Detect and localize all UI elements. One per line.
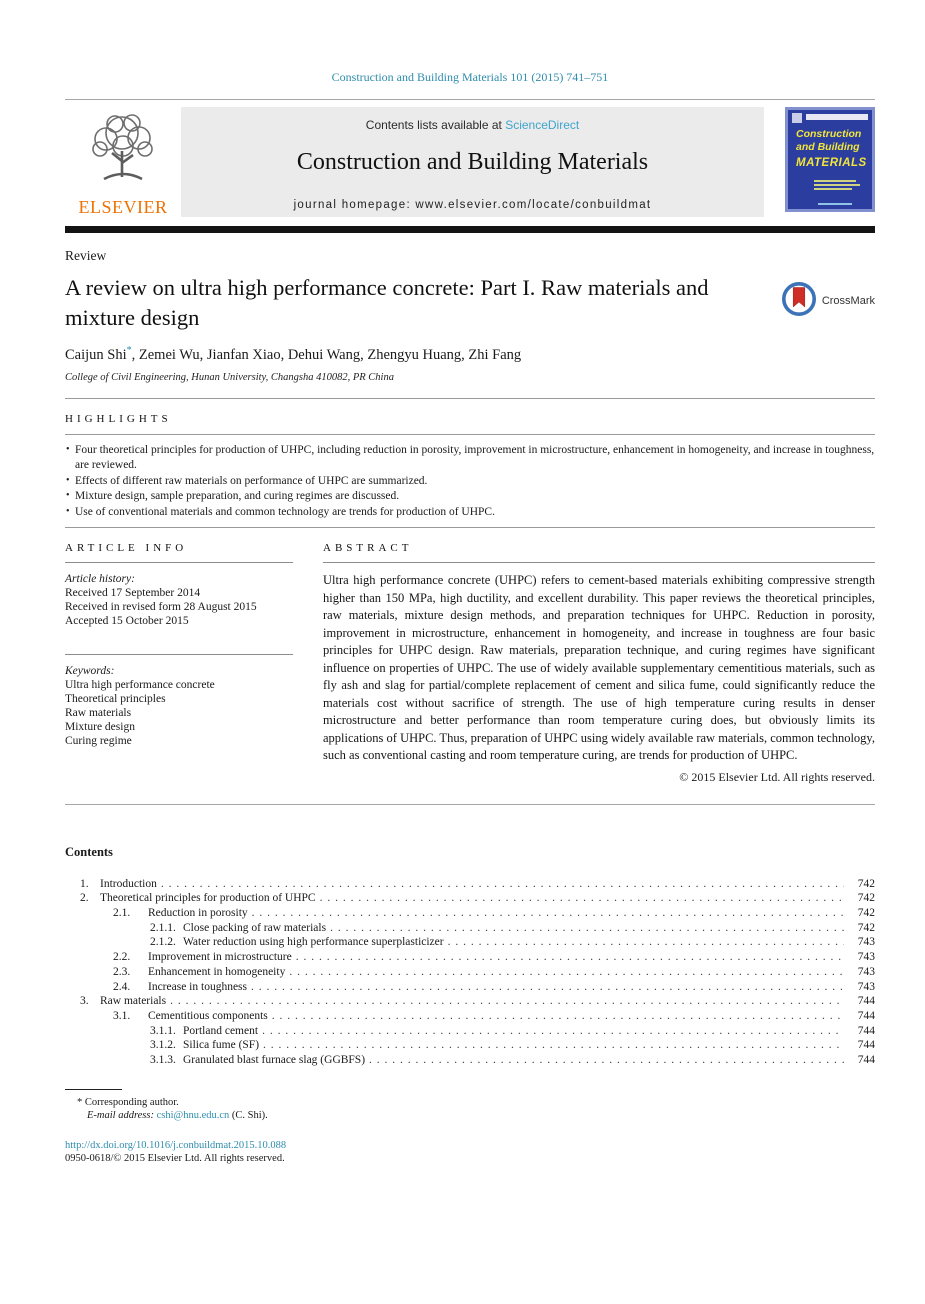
toc-entry-label: Raw materials [100, 995, 167, 1008]
toc-entry-number: 1. [80, 877, 89, 890]
toc-entry-page: 742 [857, 892, 875, 905]
keyword-line: Ultra high performance concrete [65, 679, 215, 692]
article-type-label: Review [65, 248, 107, 263]
sciencedirect-link[interactable]: ScienceDirect [505, 118, 580, 132]
toc-entry-label: Silica fume (SF) [183, 1039, 260, 1052]
article-history-label: Article history: [65, 573, 135, 586]
top-divider [65, 99, 875, 100]
highlight-item: • Use of conventional materials and common technology are trends for production of UHPC. [65, 505, 875, 521]
toc-entry-number: 3.1. [113, 1009, 131, 1022]
email-suffix: (C. Shi). [229, 1110, 268, 1122]
abstract-heading: ABSTRACT [323, 542, 413, 555]
toc-entry-page: 743 [857, 951, 875, 964]
toc-entry-label: Reduction in porosity [148, 907, 248, 920]
corresponding-author-name: Caijun Shi [65, 346, 127, 363]
cover-mini-logo [792, 113, 802, 123]
toc-entry[interactable] [65, 891, 875, 906]
toc-entry[interactable] [65, 1053, 875, 1068]
divider [65, 434, 875, 435]
toc-dot-leader [252, 906, 844, 921]
journal-masthead [181, 107, 764, 217]
toc-dot-leader [263, 1038, 844, 1053]
journal-title: Construction and Building Materials [296, 149, 649, 175]
history-line: Accepted 15 October 2015 [65, 615, 189, 628]
cover-subtitle-bar [814, 184, 860, 186]
cover-footer-bar [818, 203, 852, 205]
divider [323, 562, 875, 563]
toc-entry-page: 743 [857, 965, 875, 978]
toc-dot-leader [330, 921, 844, 936]
journal-header [65, 107, 875, 217]
toc-entry-number: 2.2. [113, 951, 131, 964]
keywords-label: Keywords: [65, 665, 115, 678]
toc-entry-label: Theoretical principles for production of UHPC [100, 892, 316, 905]
toc-entry[interactable] [65, 994, 875, 1009]
toc-entry-number: 2.1.1. [150, 921, 176, 934]
coauthor-names: , Zemei Wu, Jianfan Xiao, Dehui Wang, Zhengyu Huang, Zhi Fang [131, 346, 522, 363]
highlight-item: • Effects of different raw materials on performance of UHPC are summarized. [65, 474, 875, 490]
crossmark-label: CrossMark [821, 295, 875, 307]
elsevier-tree-icon [82, 111, 164, 196]
toc-entry-page: 743 [857, 980, 875, 993]
toc-dot-leader [369, 1053, 844, 1068]
email-link[interactable]: cshi@hnu.edu.cn [156, 1110, 230, 1122]
divider [65, 527, 875, 528]
highlights-list [65, 443, 875, 521]
highlights-heading: HIGHLIGHTS [65, 412, 172, 425]
elsevier-logo [65, 107, 181, 217]
toc-entry[interactable] [65, 877, 875, 892]
keyword-line: Curing regime [65, 735, 132, 748]
toc-entry-label: Improvement in microstructure [148, 951, 292, 964]
toc-dot-leader [448, 935, 844, 950]
divider [65, 804, 875, 805]
article-history-list [65, 586, 293, 628]
author-list [65, 345, 875, 364]
toc-entry[interactable] [65, 1009, 875, 1024]
toc-dot-leader [262, 1024, 844, 1039]
toc-entry[interactable] [65, 906, 875, 921]
highlight-item: • Mixture design, sample preparation, and curing regimes are discussed. [65, 489, 875, 505]
cover-top-bar [806, 114, 868, 120]
toc-entry[interactable] [65, 980, 875, 995]
toc-entry[interactable] [65, 935, 875, 950]
corresponding-author-star[interactable]: * [126, 344, 132, 356]
toc-entry-page: 744 [857, 1039, 875, 1052]
section-black-bar [65, 226, 875, 233]
toc-entry-label: Enhancement in homogeneity [148, 965, 286, 978]
issn-copyright-line: 0950-0618/© 2015 Elsevier Ltd. All rights reserved. [65, 1153, 285, 1165]
doi-link[interactable]: http://dx.doi.org/10.1016/j.conbuildmat.2015.10.088 [65, 1140, 287, 1152]
toc-entry[interactable] [65, 965, 875, 980]
cover-subtitle-bar [814, 188, 852, 190]
cover-materials-word: MATERIALS [796, 157, 867, 169]
divider [65, 654, 293, 655]
journal-homepage-link[interactable]: journal homepage: www.elsevier.com/locate/conbuildmat [293, 199, 652, 211]
toc-entry[interactable] [65, 1038, 875, 1053]
toc-entry-number: 2.1. [113, 907, 131, 920]
history-line: Received in revised form 28 August 2015 [65, 601, 257, 614]
toc-entry-page: 742 [857, 907, 875, 920]
footnote-star: * [77, 1096, 83, 1108]
email-line [65, 1109, 875, 1123]
footnote-text: Corresponding author. [82, 1096, 179, 1108]
email-label: E-mail address: [87, 1110, 157, 1122]
crossmark-badge[interactable] [781, 281, 875, 321]
keywords-list [65, 678, 293, 748]
journal-cover-thumbnail [785, 107, 875, 212]
toc-entry-page: 744 [857, 1054, 875, 1067]
abstract-column [323, 542, 875, 785]
copyright-line: © 2015 Elsevier Ltd. All rights reserved. [679, 769, 875, 784]
crossmark-icon [781, 281, 817, 322]
toc-entry-label: Introduction [100, 877, 157, 890]
toc-entry-label: Increase in toughness [148, 980, 247, 993]
toc-entry-number: 2.1.2. [150, 936, 176, 949]
divider [65, 562, 293, 563]
footnote-rule [65, 1089, 122, 1090]
toc-entry[interactable] [65, 1024, 875, 1039]
keyword-line: Mixture design [65, 721, 135, 734]
toc-entry-number: 2. [80, 892, 89, 905]
toc-dot-leader [161, 877, 844, 892]
toc-dot-leader [296, 950, 844, 965]
page-title: A review on ultra high performance concrete: Part I. Raw materials and mixture design [65, 275, 709, 331]
toc-entry-number: 3.1.2. [150, 1039, 176, 1052]
table-of-contents [65, 877, 875, 1068]
toc-entry-label: Water reduction using high performance superplasticizer [183, 936, 444, 949]
toc-entry-number: 3.1.1. [150, 1024, 176, 1037]
toc-entry-number: 2.4. [113, 980, 131, 993]
contents-list-line [181, 118, 764, 132]
toc-dot-leader [272, 1009, 844, 1024]
article-info-column [65, 542, 293, 785]
toc-dot-leader [170, 994, 844, 1009]
toc-entry-label: Portland cement [183, 1024, 259, 1037]
toc-entry-label: Close packing of raw materials [183, 921, 327, 934]
toc-entry-label: Cementitious components [148, 1009, 268, 1022]
corresponding-author-note [65, 1096, 875, 1110]
elsevier-wordmark: ELSEVIER [78, 197, 168, 217]
article-info-heading: ARTICLE INFO [65, 542, 188, 555]
toc-entry-page: 742 [857, 877, 875, 890]
keyword-line: Theoretical principles [65, 693, 166, 706]
toc-entry-page: 744 [857, 1024, 875, 1037]
toc-entry-page: 744 [857, 995, 875, 1008]
cover-subtitle-bar [814, 180, 856, 182]
toc-entry[interactable] [65, 921, 875, 936]
toc-entry-page: 743 [857, 936, 875, 949]
toc-dot-leader [289, 965, 844, 980]
cover-title: Construction and Building [796, 128, 862, 154]
toc-entry-page: 744 [857, 1009, 875, 1022]
highlight-item: • Four theoretical principles for production of UHPC, including reduction in porosity, improvement in microstructure, enhancement in homogeneity, and increase in toughness, are reviewed. [65, 443, 875, 474]
history-line: Received 17 September 2014 [65, 587, 201, 600]
divider [65, 398, 875, 399]
affiliation: College of Civil Engineering, Hunan University, Changsha 410082, PR China [65, 371, 394, 383]
toc-entry-number: 2.3. [113, 965, 131, 978]
keyword-line: Raw materials [65, 707, 132, 720]
toc-entry[interactable] [65, 950, 875, 965]
abstract-text: Ultra high performance concrete (UHPC) refers to cement-based materials exhibiting compressive strength higher than 150 MPa, high ductility, and excellent durability. This paper reviews the theoretical principles, raw materials, mixture design methods, and preparation techniques for UHPC. Reduction in porosity, improvement in microstructure, enhancement in homogeneity, and increase in toughness are four basic principles for UHPC design. Raw materials, preparation technique, and curing regimes have significant influence on properties of UHPC. The use of widely available supplementary cementitious materials, such as fly ash and slag for partial/complete replacement of cement and silica fume, could significantly reduce the materials cost without sacrifice of strength. The use of high temperature curing results in denser microstructure and better performance than room temperature curing does, but obviously limits its applications of UHPC. Thus, preparation of UHPC using widely available raw materials, common technology, such as conventional casting and room temperature curing, are trends for production of UHPC. [323, 573, 875, 763]
contents-list-text: Contents lists available at [365, 118, 506, 132]
toc-entry-number: 3. [80, 995, 89, 1008]
toc-dot-leader [320, 891, 844, 906]
toc-entry-page: 742 [857, 921, 875, 934]
toc-dot-leader [251, 980, 844, 995]
journal-citation[interactable]: Construction and Building Materials 101 (2015) 741–751 [331, 70, 609, 84]
toc-entry-number: 3.1.3. [150, 1054, 176, 1067]
toc-heading: Contents [65, 844, 113, 859]
toc-entry-label: Granulated blast furnace slag (GGBFS) [183, 1054, 366, 1067]
